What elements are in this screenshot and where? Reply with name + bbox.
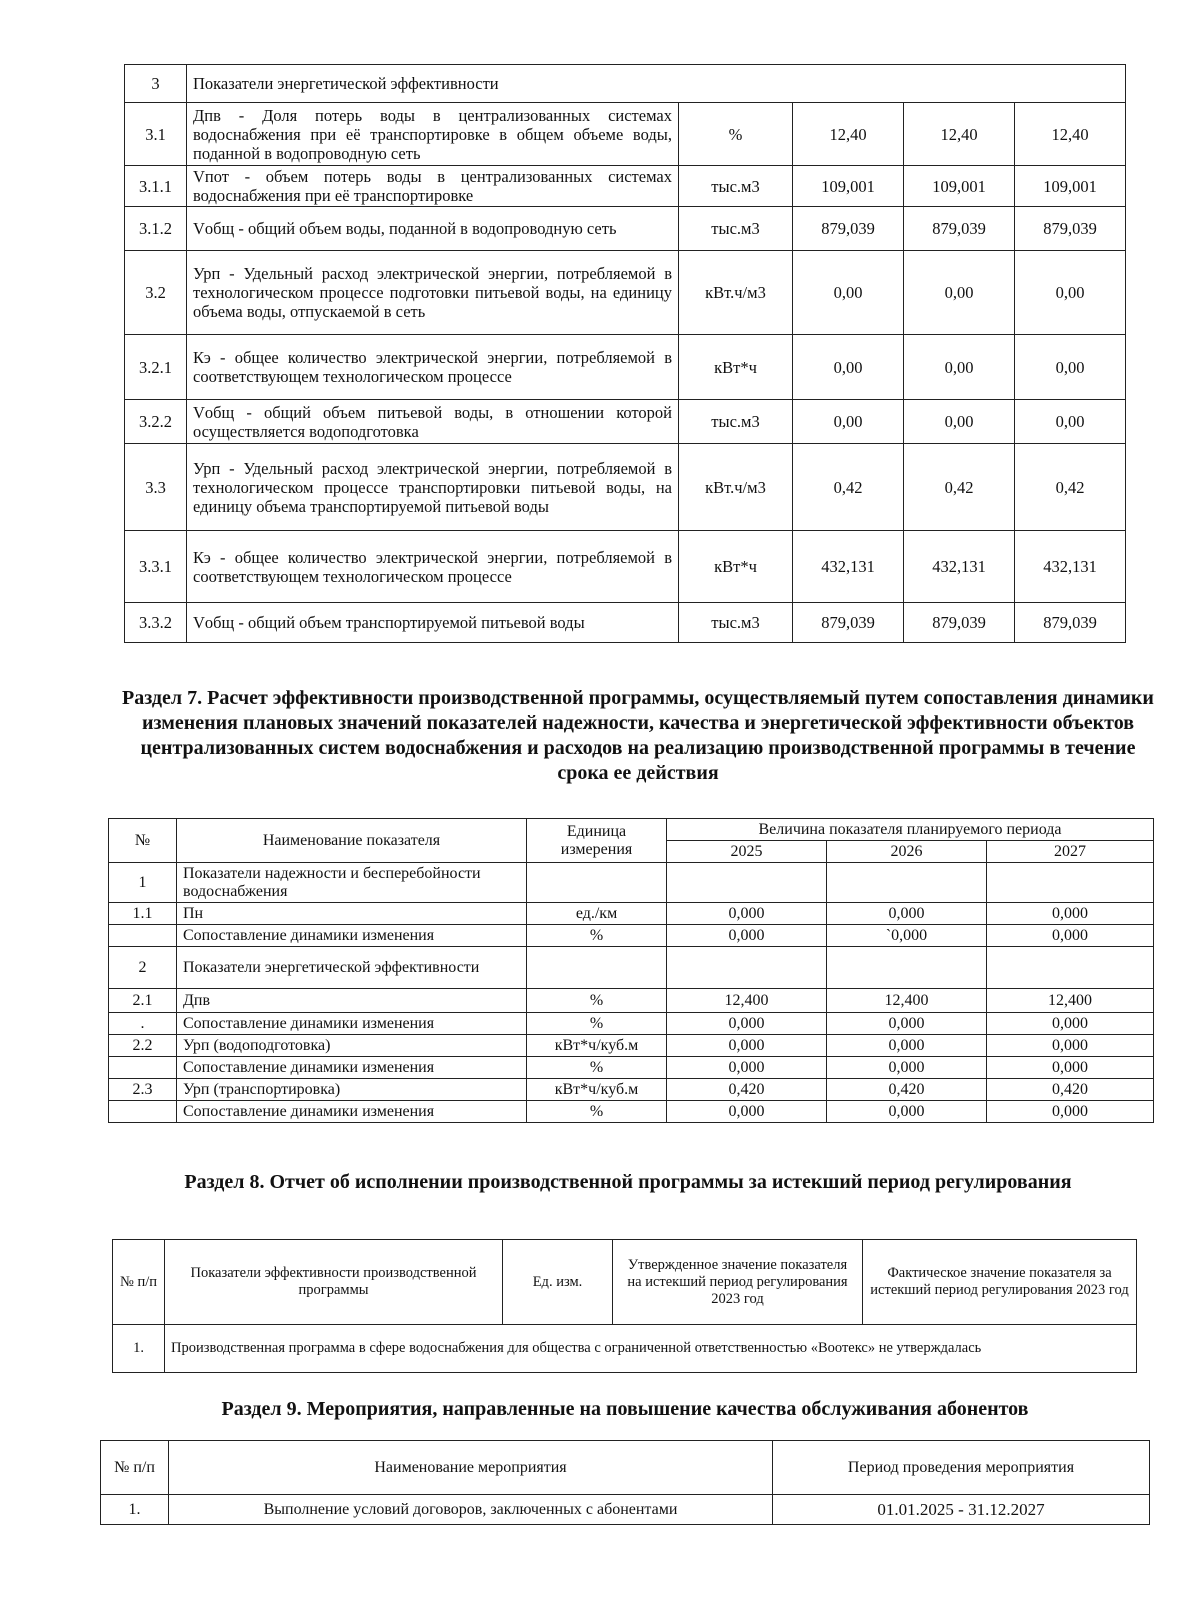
row-number: 3.2.1 <box>125 335 187 400</box>
row-value-1: 0,000 <box>667 903 827 925</box>
row-value-1: 0,00 <box>793 251 904 335</box>
row-name: Урп - Удельный расход электрической энергии, потребляемой в технологическом процессе подготовки питьевой воды, на единицу объема воды, отпускаемой в сеть <box>187 251 679 335</box>
row-value-2: 0,00 <box>904 400 1015 444</box>
row-unit: % <box>679 103 793 166</box>
row-value-2: 0,00 <box>904 251 1015 335</box>
row-value-1: 0,42 <box>793 444 904 531</box>
row-value-1: 0,000 <box>667 925 827 947</box>
table-row <box>109 903 1154 925</box>
row-text: Производственная программа в сфере водоснабжения для общества с ограниченной ответственностью «Воотекс» не утверждалась <box>165 1325 1137 1373</box>
row-name: Vобщ - общий объем транспортируемой питьевой воды <box>187 603 679 643</box>
row-unit: % <box>527 989 667 1013</box>
row-value-3: 0,000 <box>987 1057 1154 1079</box>
table-row <box>101 1495 1150 1525</box>
row-value-3: 0,42 <box>1015 444 1126 531</box>
table-row <box>109 1035 1154 1057</box>
row-value-1: 432,131 <box>793 531 904 603</box>
row-number: 1 <box>109 863 177 903</box>
table-row <box>109 1057 1154 1079</box>
row-number: 1. <box>113 1325 165 1373</box>
header-year-3: 2027 <box>987 841 1154 863</box>
table-row <box>109 863 1154 903</box>
header-name: Наименование показателя <box>177 819 527 863</box>
header-period: Величина показателя планируемого периода <box>667 819 1154 841</box>
row-number: 3.1.1 <box>125 166 187 207</box>
row-number: 3 <box>125 65 187 103</box>
row-unit: % <box>527 1057 667 1079</box>
row-value-2: 0,000 <box>827 1101 987 1123</box>
row-value-3: 879,039 <box>1015 207 1126 251</box>
row-value-3: 0,000 <box>987 925 1154 947</box>
row-value-1 <box>667 947 827 989</box>
row-name: Урп - Удельный расход электрической энергии, потребляемой в технологическом процессе транспортировки питьевой воды, на единицу объема транспортируемой питьевой воды <box>187 444 679 531</box>
header-num: № п/п <box>101 1441 169 1495</box>
row-value-2: 879,039 <box>904 603 1015 643</box>
row-value-3 <box>987 863 1154 903</box>
table-row <box>125 400 1126 444</box>
row-value-3: 0,00 <box>1015 251 1126 335</box>
row-value-2 <box>827 947 987 989</box>
row-name: Кэ - общее количество электрической энергии, потребляемой в соответствующем технологическом процессе <box>187 335 679 400</box>
row-value-1: 879,039 <box>793 603 904 643</box>
header-unit: Ед. изм. <box>503 1240 613 1325</box>
row-unit: тыс.м3 <box>679 400 793 444</box>
row-number: 3.1.2 <box>125 207 187 251</box>
row-name: Кэ - общее количество электрической энергии, потребляемой в соответствующем технологическом процессе <box>187 531 679 603</box>
row-unit: тыс.м3 <box>679 603 793 643</box>
row-value-3: 0,000 <box>987 1101 1154 1123</box>
row-value-1: 0,000 <box>667 1013 827 1035</box>
table-row <box>125 207 1126 251</box>
row-name: Показатели энергетической эффективности <box>187 65 1126 103</box>
row-unit: кВт*ч/куб.м <box>527 1035 667 1057</box>
row-number <box>109 925 177 947</box>
row-value-3: 109,001 <box>1015 166 1126 207</box>
row-name: Выполнение условий договоров, заключенных с абонентами <box>169 1495 773 1525</box>
row-value-3: 0,000 <box>987 1035 1154 1057</box>
table-row <box>125 603 1126 643</box>
row-name: Сопоставление динамики изменения <box>177 1101 527 1123</box>
row-value-2: 0,000 <box>827 1013 987 1035</box>
header-name: Показатели эффективности производственной программы <box>165 1240 503 1325</box>
row-unit: % <box>527 1101 667 1123</box>
row-unit <box>527 947 667 989</box>
row-number: 3.3.1 <box>125 531 187 603</box>
row-value-2: `0,000 <box>827 925 987 947</box>
table-header-row <box>101 1441 1150 1495</box>
row-value-2: 12,400 <box>827 989 987 1013</box>
header-num: № <box>109 819 177 863</box>
row-value-3: 12,400 <box>987 989 1154 1013</box>
header-actual: Фактическое значение показателя за истекший период регулирования 2023 год <box>863 1240 1137 1325</box>
table-row <box>109 1013 1154 1035</box>
row-name: Vобщ - общий объем питьевой воды, в отношении которой осуществляется водоподготовка <box>187 400 679 444</box>
row-value-2: 0,00 <box>904 335 1015 400</box>
row-number: 1.1 <box>109 903 177 925</box>
row-name: Vобщ - общий объем воды, поданной в водопроводную сеть <box>187 207 679 251</box>
table-header-row <box>113 1240 1137 1325</box>
row-name: Пн <box>177 903 527 925</box>
table-row <box>125 531 1126 603</box>
row-value-1: 879,039 <box>793 207 904 251</box>
row-name: Сопоставление динамики изменения <box>177 925 527 947</box>
row-name: Vпот - объем потерь воды в централизованных системах водоснабжения при её транспортировке <box>187 166 679 207</box>
row-number: 3.3.2 <box>125 603 187 643</box>
row-name: Показатели энергетической эффективности <box>177 947 527 989</box>
table-row <box>109 1101 1154 1123</box>
row-name: Сопоставление динамики изменения <box>177 1057 527 1079</box>
row-number: 1. <box>101 1495 169 1525</box>
table-row <box>125 65 1126 103</box>
row-value-1: 0,000 <box>667 1101 827 1123</box>
row-number: 3.3 <box>125 444 187 531</box>
row-value-3: 0,00 <box>1015 400 1126 444</box>
table-row <box>109 989 1154 1013</box>
row-name: Урп (водоподготовка) <box>177 1035 527 1057</box>
section-7-title: Раздел 7. Расчет эффективности производственной программы, осуществляемый путем сопоставления динамики изменения плановых значений показателей надежности, качества и энергетической эффективности объектов централизованных систем водоснабжения и расходов на реализацию производственной программы в течение срока ее действия <box>122 687 1154 784</box>
row-value-1: 12,40 <box>793 103 904 166</box>
row-unit: тыс.м3 <box>679 166 793 207</box>
row-unit: тыс.м3 <box>679 207 793 251</box>
row-value-2: 879,039 <box>904 207 1015 251</box>
row-value-3: 12,40 <box>1015 103 1126 166</box>
row-value-1: 0,420 <box>667 1079 827 1101</box>
row-value-1: 0,000 <box>667 1057 827 1079</box>
header-year-1: 2025 <box>667 841 827 863</box>
row-value-1: 109,001 <box>793 166 904 207</box>
row-number <box>109 1101 177 1123</box>
row-value-1 <box>667 863 827 903</box>
row-value-2: 0,000 <box>827 1057 987 1079</box>
row-name: Урп (транспортировка) <box>177 1079 527 1101</box>
row-value-2: 0,000 <box>827 1035 987 1057</box>
section-9-title: Раздел 9. Мероприятия, направленные на повышение качества обслуживания абонентов <box>221 1398 1029 1420</box>
row-value-2: 109,001 <box>904 166 1015 207</box>
row-unit: кВт.ч/м3 <box>679 251 793 335</box>
row-number: 2.2 <box>109 1035 177 1057</box>
row-number: 2.3 <box>109 1079 177 1101</box>
row-value-2 <box>827 863 987 903</box>
row-name: Дпв - Доля потерь воды в централизованных системах водоснабжения при её транспортировке в общем объеме воды, поданной в водопроводную сеть <box>187 103 679 166</box>
row-value-3: 0,000 <box>987 903 1154 925</box>
header-name: Наименование мероприятия <box>169 1441 773 1495</box>
row-number: . <box>109 1013 177 1035</box>
row-value-3: 0,420 <box>987 1079 1154 1101</box>
row-value-2: 432,131 <box>904 531 1015 603</box>
table-row <box>125 251 1126 335</box>
row-number <box>109 1057 177 1079</box>
program-report-table <box>112 1239 1137 1373</box>
row-value-1: 0,00 <box>793 400 904 444</box>
row-number: 3.2 <box>125 251 187 335</box>
row-value-1: 0,000 <box>667 1035 827 1057</box>
section-8-title: Раздел 8. Отчет об исполнении производственной программы за истекший период регулирования <box>184 1171 1072 1193</box>
row-value-3: 0,00 <box>1015 335 1126 400</box>
table-row <box>125 103 1126 166</box>
efficiency-dynamics-table <box>108 818 1154 1123</box>
row-number: 3.1 <box>125 103 187 166</box>
header-approved: Утвержденное значение показателя на истекший период регулирования 2023 год <box>613 1240 863 1325</box>
table-row <box>109 947 1154 989</box>
row-value-3: 879,039 <box>1015 603 1126 643</box>
header-period: Период проведения мероприятия <box>773 1441 1150 1495</box>
row-value-2: 0,42 <box>904 444 1015 531</box>
row-value-1: 0,00 <box>793 335 904 400</box>
table-row <box>125 444 1126 531</box>
row-name: Показатели надежности и бесперебойности водоснабжения <box>177 863 527 903</box>
header-unit: Единица измерения <box>527 819 667 863</box>
table-row <box>113 1325 1137 1373</box>
row-value-3: 432,131 <box>1015 531 1126 603</box>
service-measures-table <box>100 1440 1150 1525</box>
row-number: 2.1 <box>109 989 177 1013</box>
row-unit: % <box>527 925 667 947</box>
row-value-1: 12,400 <box>667 989 827 1013</box>
row-unit: кВт*ч <box>679 531 793 603</box>
row-unit: % <box>527 1013 667 1035</box>
row-unit: кВт*ч <box>679 335 793 400</box>
row-unit: ед./км <box>527 903 667 925</box>
row-number: 2 <box>109 947 177 989</box>
table-header-row <box>109 819 1154 841</box>
row-value-2: 0,420 <box>827 1079 987 1101</box>
row-name: Дпв <box>177 989 527 1013</box>
row-period: 01.01.2025 - 31.12.2027 <box>773 1495 1150 1525</box>
table-row <box>125 335 1126 400</box>
table-row <box>109 1079 1154 1101</box>
table-row <box>109 925 1154 947</box>
row-name: Сопоставление динамики изменения <box>177 1013 527 1035</box>
row-value-2: 12,40 <box>904 103 1015 166</box>
header-year-2: 2026 <box>827 841 987 863</box>
energy-efficiency-table <box>124 64 1126 643</box>
row-number: 3.2.2 <box>125 400 187 444</box>
row-value-2: 0,000 <box>827 903 987 925</box>
row-unit <box>527 863 667 903</box>
table-row <box>125 166 1126 207</box>
row-value-3: 0,000 <box>987 1013 1154 1035</box>
row-value-3 <box>987 947 1154 989</box>
row-unit: кВт*ч/куб.м <box>527 1079 667 1101</box>
row-unit: кВт.ч/м3 <box>679 444 793 531</box>
header-num: № п/п <box>113 1240 165 1325</box>
